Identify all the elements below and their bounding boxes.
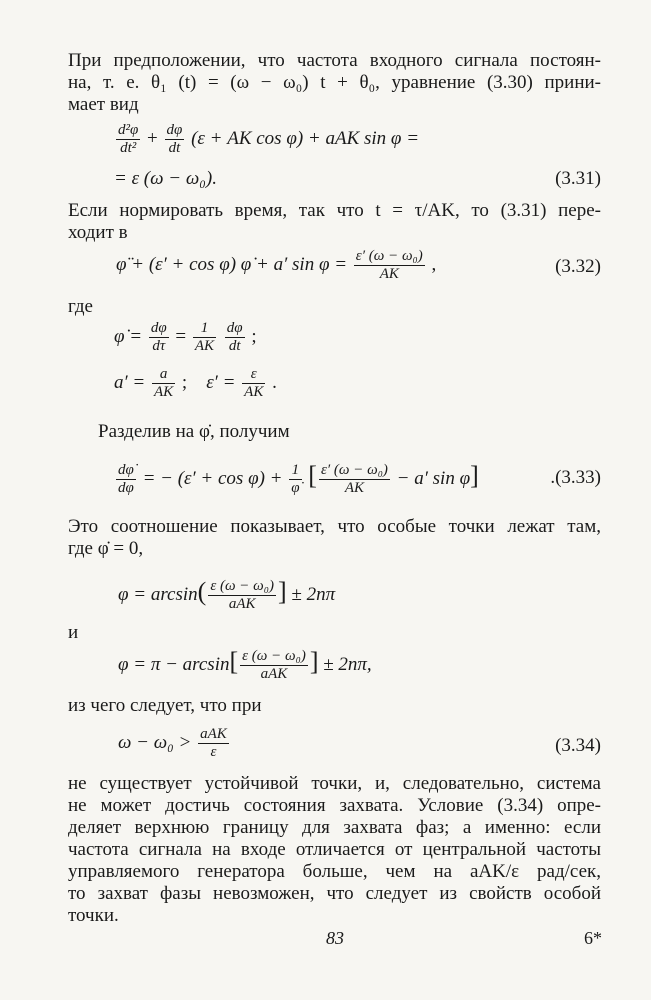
fraction: $\frac{\text{ε (ω − ω₀)}}{\text{aAK}}$ <box>210 578 274 612</box>
text-line: Это соотношение показывает, что особые точки лежат там, <box>68 516 601 537</box>
fraction: $\frac{1}{AK}$ <box>194 320 215 354</box>
equation-number: (3.34) <box>555 735 601 756</box>
fraction: $\frac{\varepsilon}{AK}$ <box>244 366 264 400</box>
equation-3-32: φ̈ + (ε′ + cos φ) φ̇ + a′ sin φ = $\frac{\text{ε′ (ω − ω₀)}}{AK}$ , <box>116 248 437 282</box>
text-line: деляет верхнюю границу для захвата фаз; а именно: если <box>68 817 601 838</box>
text-line: При предположении, что частота входного сигнала постоян- <box>68 50 601 71</box>
fraction: $\frac{d\varphi}{d\tau}$ <box>150 320 167 354</box>
text-line: частота сигнала на входе отличается от центральной частоты <box>68 839 601 860</box>
fraction: $\frac{a}{AK}$ <box>153 366 174 400</box>
divide-statement: Разделив на φ̇, получим <box>98 421 290 442</box>
signature-mark: 6* <box>584 928 602 948</box>
text-line: на, т. е. θ₁ (t) = (ω − ω₀) t + θ₀, уравнение (3.30) прини- <box>68 72 601 93</box>
fraction: $\frac{d\varphi}{dt}$ <box>226 320 243 354</box>
equation-3-31-line1: $\frac{\text{d²φ}}{\text{dt²}}$ + $\frac{d\varphi}{dt}$ (ε + AK cos φ) + aAK sin φ = <box>118 122 420 156</box>
text-line: управляемого генератора больше, чем на aAK/ε рад/сек, <box>68 861 601 882</box>
normalization-paragraph <box>68 200 601 244</box>
fraction: $\frac{\text{d²φ}}{\text{dt²}}$ <box>118 122 139 156</box>
fraction: $\frac{\text{ε′ (ω − ω₀)}}{AK}$ <box>355 248 423 282</box>
text-line: где φ̇ = 0, <box>68 538 144 559</box>
fraction: $\frac{\text{ε′ (ω − ω₀)}}{AK}$ <box>320 462 388 496</box>
text-line: не может достичь состояния захвата. Условие (3.34) опре- <box>68 795 601 816</box>
follows-statement: из чего следует, что при <box>68 695 262 716</box>
intro-paragraph <box>68 50 601 116</box>
text-line: не существует устойчивой точки, и, следовательно, система <box>68 773 601 794</box>
solution-arcsin-1: φ = arcsin( $\frac{\text{ε (ω − ω₀)}}{\text{aAK}}$ ] ± 2nπ <box>118 576 336 612</box>
equation-3-34: ω − ω₀ > $\frac{\text{aAK}}{\varepsilon}$ <box>118 726 227 760</box>
equation-number: (3.31) <box>555 168 601 189</box>
text-line: Если нормировать время, так что t = τ/AK, то (3.31) пере- <box>68 200 601 221</box>
equation-number: .(3.33) <box>550 467 601 488</box>
fraction: $\frac{\text{ε (ω − ω₀)}}{\text{aAK}}$ <box>242 648 306 682</box>
and-label: и <box>68 622 79 643</box>
conclusion-paragraph <box>68 773 601 927</box>
equation-3-33: $\frac{d\varphi̇}{d\varphi}$ = − (ε′ + cos φ) + $\frac{1}{\varphi̇}$ [ $\frac{\text{ε′ (ω − ω₀)}}{AK}$ − a′ sin φ] <box>118 460 479 496</box>
page-number: 83 <box>326 928 344 948</box>
text-line: точки. <box>68 905 119 926</box>
text-line: ходит в <box>68 222 128 243</box>
definition-phi-dot: φ̇ = $\frac{d\varphi}{d\tau}$ = $\frac{1}{AK}$ $\frac{d\varphi}{dt}$ ; <box>114 320 257 354</box>
equation-3-31-line2: = ε (ω − ω₀). <box>114 168 217 189</box>
singular-points-paragraph <box>68 516 601 560</box>
where-label: где <box>68 296 93 317</box>
fraction: $\frac{\text{aAK}}{\varepsilon}$ <box>200 726 227 760</box>
fraction: $\frac{d\varphi}{dt}$ <box>166 122 183 156</box>
solution-arcsin-2: φ = π − arcsin[ $\frac{\text{ε (ω − ω₀)}}{\text{aAK}}$ ] ± 2nπ, <box>118 646 372 682</box>
fraction: $\frac{1}{\varphi̇}$ <box>291 462 300 496</box>
equation-number: (3.32) <box>555 256 601 277</box>
text-line: мает вид <box>68 94 139 115</box>
fraction: $\frac{d\varphi̇}{d\varphi}$ <box>118 462 134 496</box>
text-line: то захват фазы невозможен, что следует из свойств особой <box>68 883 601 904</box>
definition-a-epsilon: a′ = $\frac{a}{AK}$ ; ε′ = $\frac{\varepsilon}{AK}$ . <box>114 366 277 400</box>
